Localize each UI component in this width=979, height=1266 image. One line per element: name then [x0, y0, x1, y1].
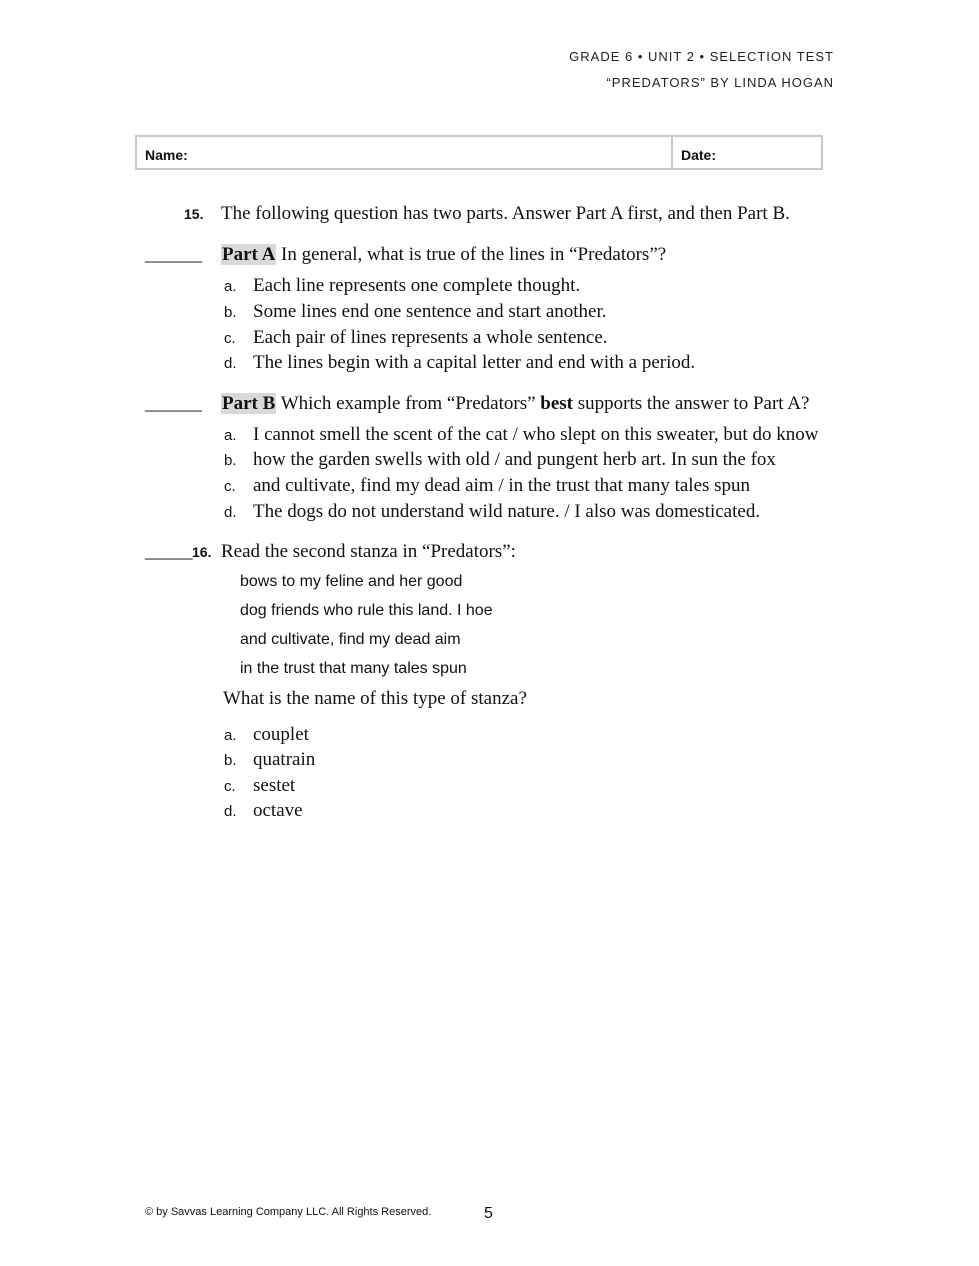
part-a-question-text: In general, what is true of the lines in “Predators”?: [276, 244, 667, 265]
question-16-number: 16.: [192, 544, 212, 560]
stanza-line-1: bows to my feline and her good: [240, 573, 463, 590]
page-number: 5: [484, 1205, 493, 1222]
question-16-option-d-letter: d.: [224, 803, 237, 820]
question-15-prompt: The following question has two parts. Answer Part A first, and then Part B.: [221, 203, 790, 224]
name-date-divider: [671, 137, 673, 168]
part-a-question: [221, 244, 666, 266]
question-15-number: 15.: [184, 206, 204, 222]
part-b-question-pre: Which example from “Predators”: [276, 393, 541, 414]
name-label: Name:: [145, 147, 188, 163]
stanza-line-2: dog friends who rule this land. I hoe: [240, 602, 493, 619]
name-date-box: [135, 135, 823, 170]
part-a-option-c-letter: c.: [224, 330, 236, 347]
part-b-option-d-text: The dogs do not understand wild nature. / I also was domesticated.: [253, 501, 761, 522]
part-b-option-b-text: how the garden swells with old / and pungent herb art. In sun the fox: [253, 449, 776, 470]
part-b-question: [221, 393, 809, 415]
question-16-answer-blank[interactable]: _____: [145, 541, 193, 562]
part-b-question-bold: best: [540, 393, 573, 414]
part-b-option-a-letter: a.: [224, 427, 237, 444]
part-a-answer-blank[interactable]: ______: [145, 244, 202, 265]
question-16-option-c-letter: c.: [224, 778, 236, 795]
part-a-option-a-letter: a.: [224, 278, 237, 295]
part-b-question-post: supports the answer to Part A?: [573, 393, 810, 414]
part-b-option-c-text: and cultivate, find my dead aim / in the trust that many tales spun: [253, 475, 751, 496]
question-16-option-a-letter: a.: [224, 727, 237, 744]
part-a-option-d-letter: d.: [224, 355, 237, 372]
stanza-line-4: in the trust that many tales spun: [240, 660, 467, 677]
part-a-option-a-text: Each line represents one complete thought.: [253, 275, 581, 296]
part-a-option-b-letter: b.: [224, 304, 237, 321]
footer-copyright: © by Savvas Learning Company LLC. All Rights Reserved.: [145, 1206, 432, 1218]
question-16-option-c-text: sestet: [253, 775, 296, 796]
stanza-line-3: and cultivate, find my dead aim: [240, 631, 461, 648]
header-selection-title: “PREDATORS” BY LINDA HOGAN: [606, 75, 834, 90]
part-a-option-d-text: The lines begin with a capital letter and end with a period.: [253, 352, 696, 373]
part-b-answer-blank[interactable]: ______: [145, 393, 202, 414]
question-16-option-d-text: octave: [253, 800, 303, 821]
part-a-option-c-text: Each pair of lines represents a whole sentence.: [253, 327, 608, 348]
header-test-title: GRADE 6 • UNIT 2 • SELECTION TEST: [569, 49, 834, 64]
date-label: Date:: [681, 147, 717, 163]
part-a-label: Part A: [222, 244, 276, 265]
part-b-option-c-letter: c.: [224, 478, 236, 495]
question-16-prompt: Read the second stanza in “Predators”:: [221, 541, 516, 562]
part-b-label: Part B: [222, 393, 276, 414]
question-16-option-b-letter: b.: [224, 752, 237, 769]
part-a-option-b-text: Some lines end one sentence and start another.: [253, 301, 607, 322]
question-16-option-b-text: quatrain: [253, 749, 316, 770]
part-b-option-a-text: I cannot smell the scent of the cat / who slept on this sweater, but do know: [253, 424, 819, 445]
part-b-option-d-letter: d.: [224, 504, 237, 521]
question-16-question: What is the name of this type of stanza?: [223, 688, 527, 709]
part-b-option-b-letter: b.: [224, 452, 237, 469]
question-16-option-a-text: couplet: [253, 724, 309, 745]
